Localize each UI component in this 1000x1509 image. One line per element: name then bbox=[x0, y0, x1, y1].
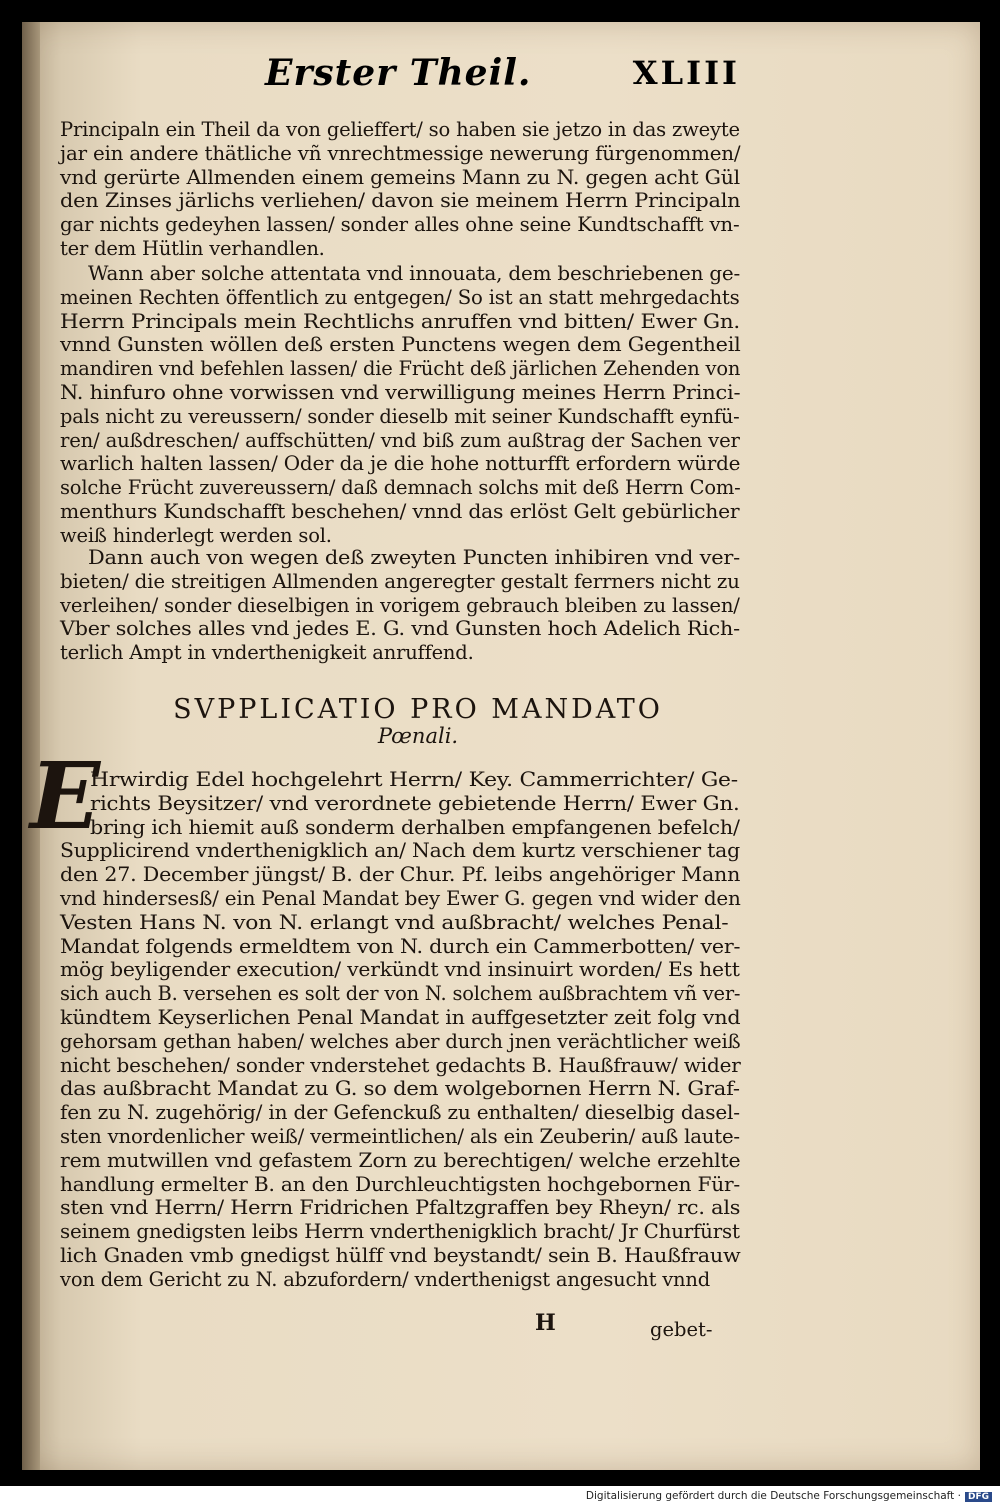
text-line: sten vnd Herrn/ Herrn Fridrichen Pfaltzgraffen bey Rheyn/ rc. als bbox=[60, 1196, 741, 1220]
text-line: bring ich hiemit auß sonderm derhalben empfangenen befelch/ bbox=[90, 815, 740, 839]
dfg-logo: DFG bbox=[965, 1492, 992, 1502]
text-line: ter dem Hütlin verhandlen. bbox=[60, 237, 325, 260]
text-line: terlich Ampt in vnderthenigkeit anruffend. bbox=[60, 641, 474, 665]
text-line: Wann aber solche attentata vnd innouata, dem beschriebenen ge- bbox=[88, 262, 741, 285]
signature-mark: H bbox=[535, 1310, 556, 1336]
text-line: meinen Rechten öffentlich zu entgegen/ So ist an statt mehrgedachts bbox=[60, 285, 740, 309]
text-line: von dem Gericht zu N. abzufordern/ vnderthenigst angesucht vnnd bbox=[60, 1267, 711, 1291]
text-line: solche Frücht zuvereussern/ daß demnach solchs mit deß Herrn Com- bbox=[60, 476, 741, 500]
text-line: gar nichts gedeyhen lassen/ sonder alles ohne seine Kundtschafft vn- bbox=[60, 213, 740, 237]
text-line: mandiren vnd befehlen lassen/ die Frücht deß järlichen Zehenden von bbox=[60, 357, 741, 381]
text-line: pals nicht zu vereussern/ sonder dieselb mit seiner Kundschafft eynfü- bbox=[60, 404, 740, 428]
text-line: Herrn Principals mein Rechtlichs anruffen vnd bitten/ Ewer Gn. bbox=[60, 309, 740, 333]
text-line: richts Beysitzer/ vnd verordnete gebietende Herrn/ Ewer Gn. bbox=[90, 791, 740, 815]
text-line: Dann auch von wegen deß zweyten Puncten inhibiren vnd ver- bbox=[88, 546, 741, 569]
text-line: fen zu N. zugehörig/ in der Gefenckuß zu enthalten/ dieselbig dasel- bbox=[60, 1101, 740, 1125]
text-line: vnnd Gunsten wöllen deß ersten Punctens wegen dem Gegentheil bbox=[60, 333, 741, 357]
text-line: warlich halten lassen/ Oder da je die hohe notturfft erfordern würde bbox=[60, 452, 741, 476]
catchword: gebet- bbox=[650, 1318, 713, 1341]
text-line: menthurs Kundschafft beschehen/ vnnd das erlöst Gelt gebürlicher bbox=[60, 500, 740, 523]
text-line: verleihen/ sonder dieselbigen in vorigem gebrauch bleiben zu lassen/ bbox=[60, 593, 740, 617]
section-subheading: Pœnali. bbox=[377, 724, 459, 748]
text-line: weiß hinderlegt werden sol. bbox=[60, 523, 332, 547]
text-line: nicht beschehen/ sonder vnderstehet gedachts B. Haußfrauw/ wider bbox=[60, 1053, 741, 1077]
text-line: Hrwirdig Edel hochgelehrt Herrn/ Key. Cammerrichter/ Ge- bbox=[90, 768, 738, 791]
text-line: das außbracht Mandat zu G. so dem wolgebornen Herrn N. Graf- bbox=[60, 1077, 740, 1101]
text-line: seinem gnedigsten leibs Herrn vnderthenigklich bracht/ Jr Churfürst bbox=[60, 1220, 740, 1244]
text-line: ren/ außdreschen/ auffschütten/ vnd biß zum außtrag der Sachen ver bbox=[60, 428, 740, 452]
drop-capital: E bbox=[30, 742, 101, 850]
text-line: Vber solches alles vnd jedes E. G. vnd Gunsten hoch Adelich Rich- bbox=[60, 617, 740, 641]
text-line: kündtem Keyserlichen Penal Mandat in auffgesetzter zeit folg vnd bbox=[60, 1006, 741, 1029]
text-line: Supplicirend vnderthenigklich an/ Nach dem kurtz verschiener tag bbox=[60, 839, 740, 863]
credit-text: Digitalisierung gefördert durch die Deutsche Forschungsgemeinschaft · bbox=[585, 1490, 961, 1502]
text-line: N. hinfuro ohne vorwissen vnd verwilligung meines Herrn Princi- bbox=[60, 381, 741, 404]
running-head: Erster Theil. bbox=[265, 52, 532, 94]
page-header bbox=[60, 52, 740, 100]
text-line: Principaln ein Theil da von gelieffert/ so haben sie jetzo in das zweyte bbox=[60, 118, 740, 141]
text-line: den Zinses järlichs verliehen/ davon sie meinem Herrn Principaln bbox=[60, 189, 741, 213]
text-line: gehorsam gethan haben/ welches aber durch jnen verächtlicher weiß bbox=[60, 1029, 741, 1053]
section-heading: SVPPLICATIO PRO MANDATO bbox=[173, 694, 663, 725]
digitization-credit bbox=[586, 1490, 992, 1502]
text-line: den 27. December jüngst/ B. der Chur. Pf. leibs angehöriger Mann bbox=[60, 863, 741, 887]
text-line: sten vnordenlicher weiß/ vermeintlichen/ als ein Zeuberin/ auß laute- bbox=[60, 1125, 740, 1148]
folio-number: XLIII bbox=[632, 54, 740, 92]
text-line: Mandat folgends ermeldtem von N. durch ein Cammerbotten/ ver- bbox=[60, 934, 741, 958]
text-line: bieten/ die streitigen Allmenden angeregter gestalt ferrners nicht zu bbox=[60, 569, 740, 593]
text-line: rem mutwillen vnd gefastem Zorn zu berechtigen/ welche erzehlte bbox=[60, 1148, 741, 1172]
text-line: vnd hindersesß/ ein Penal Mandat bey Ewer G. gegen vnd wider den bbox=[60, 887, 741, 910]
text-line: vnd gerürte Allmenden einem gemeins Mann zu N. gegen acht Gül bbox=[60, 165, 741, 189]
text-line: jar ein andere thätliche vñ vnrechtmessige newerung fürgenommen/ bbox=[60, 141, 741, 165]
text-line: handlung ermelter B. an den Durchleuchtigsten hochgebornen Für- bbox=[60, 1172, 741, 1196]
text-line: sich auch B. versehen es solt der von N. solchem außbrachtem vñ ver- bbox=[60, 982, 741, 1006]
text-line: Vesten Hans N. von N. erlangt vnd außbracht/ welches Penal- bbox=[60, 910, 729, 934]
text-line: lich Gnaden vmb gnedigst hülff vnd beystandt/ sein B. Haußfrauw bbox=[60, 1244, 741, 1267]
text-line: mög beyligender execution/ verkündt vnd insinuirt worden/ Es hett bbox=[60, 958, 740, 982]
